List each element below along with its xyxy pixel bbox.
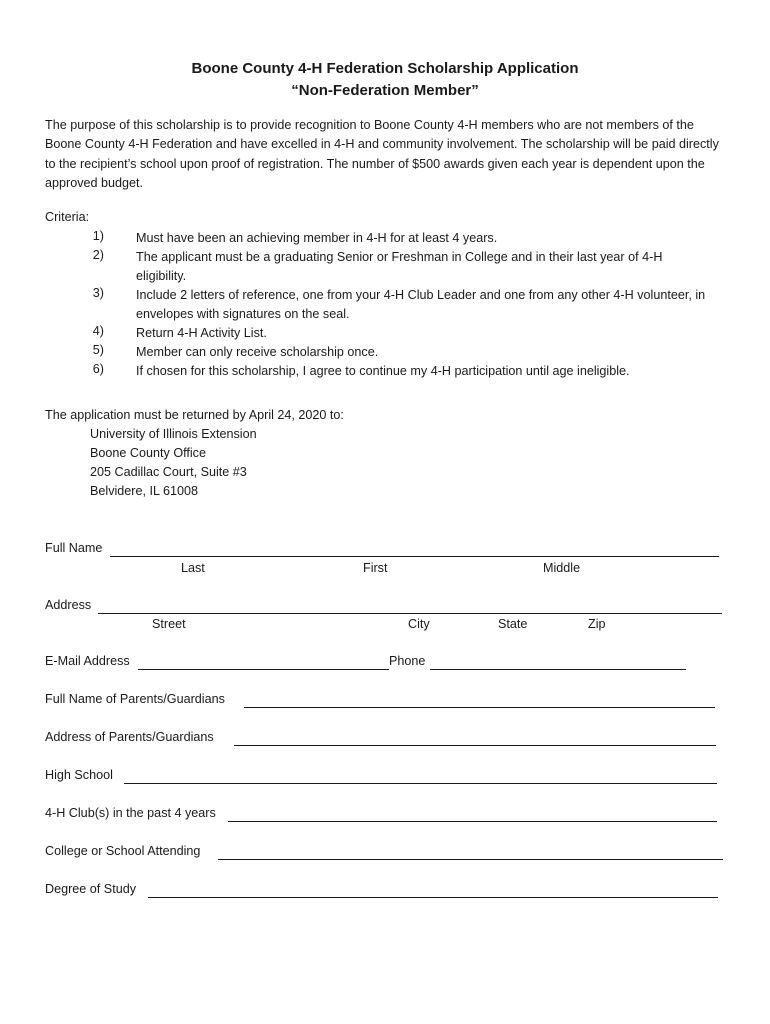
phone-field[interactable] xyxy=(430,669,686,670)
email-field[interactable] xyxy=(138,669,389,670)
clubs-field[interactable] xyxy=(228,821,717,822)
full-name-field[interactable] xyxy=(110,556,719,557)
full-name-label: Full Name xyxy=(45,541,103,555)
criteria-number: 2) xyxy=(92,248,104,262)
address-city-caption: City xyxy=(408,617,430,631)
high-school-label: High School xyxy=(45,768,113,782)
address-street-caption: Street xyxy=(152,617,186,631)
return-address-line: 205 Cadillac Court, Suite #3 xyxy=(90,465,247,479)
criteria-label: Criteria: xyxy=(45,210,90,224)
criteria-item: Return 4-H Activity List. xyxy=(136,326,267,340)
phone-label: Phone xyxy=(389,654,426,668)
return-intro: The application must be returned by April 24, 2020 to: xyxy=(45,408,344,422)
degree-field[interactable] xyxy=(148,897,718,898)
address-field[interactable] xyxy=(98,613,722,614)
criteria-item: Must have been an achieving member in 4-H for at least 4 years. xyxy=(136,231,498,245)
parents-address-label: Address of Parents/Guardians xyxy=(45,730,214,744)
criteria-item: Member can only receive scholarship once. xyxy=(136,345,379,359)
criteria-number: 5) xyxy=(92,343,104,357)
criteria-number: 6) xyxy=(92,362,104,376)
parents-address-field[interactable] xyxy=(234,745,716,746)
college-field[interactable] xyxy=(218,859,723,860)
email-label: E-Mail Address xyxy=(45,654,130,668)
document-title: Boone County 4-H Federation Scholarship Application xyxy=(191,60,579,77)
college-label: College or School Attending xyxy=(45,844,201,858)
degree-label: Degree of Study xyxy=(45,882,137,896)
full-name-middle-caption: Middle xyxy=(543,561,581,575)
parents-name-label: Full Name of Parents/Guardians xyxy=(45,692,225,706)
criteria-number: 3) xyxy=(92,286,104,300)
clubs-label: 4-H Club(s) in the past 4 years xyxy=(45,806,216,820)
address-state-caption: State xyxy=(498,617,528,631)
criteria-item: The applicant must be a graduating Senior or Freshman in College and in their last year of 4-H eligibility. xyxy=(136,250,663,283)
purpose-paragraph: The purpose of this scholarship is to provide recognition to Boone County 4-H members who are not members of the Boone County 4-H Federation and have excelled in 4-H and community involvement. The scholarship will be paid directly to the recipient’s school upon proof of registration. The number of $500 awards given each year is dependent upon the approved budget. xyxy=(45,118,719,190)
address-label: Address xyxy=(45,598,92,612)
criteria-number: 1) xyxy=(92,229,104,243)
document-subtitle: “Non-Federation Member” xyxy=(291,82,479,99)
return-address-line: University of Illinois Extension xyxy=(90,427,257,441)
parents-name-field[interactable] xyxy=(244,707,715,708)
return-address-line: Belvidere, IL 61008 xyxy=(90,484,199,498)
high-school-field[interactable] xyxy=(124,783,717,784)
full-name-first-caption: First xyxy=(363,561,388,575)
full-name-last-caption: Last xyxy=(181,561,205,575)
criteria-item: If chosen for this scholarship, I agree to continue my 4-H participation until age ineligible. xyxy=(136,364,630,378)
address-zip-caption: Zip xyxy=(588,617,606,631)
criteria-number: 4) xyxy=(92,324,104,338)
criteria-item: Include 2 letters of reference, one from your 4-H Club Leader and one from any other 4-H volunteer, in envelopes with signatures on the seal. xyxy=(136,288,706,321)
return-address-line: Boone County Office xyxy=(90,446,206,460)
